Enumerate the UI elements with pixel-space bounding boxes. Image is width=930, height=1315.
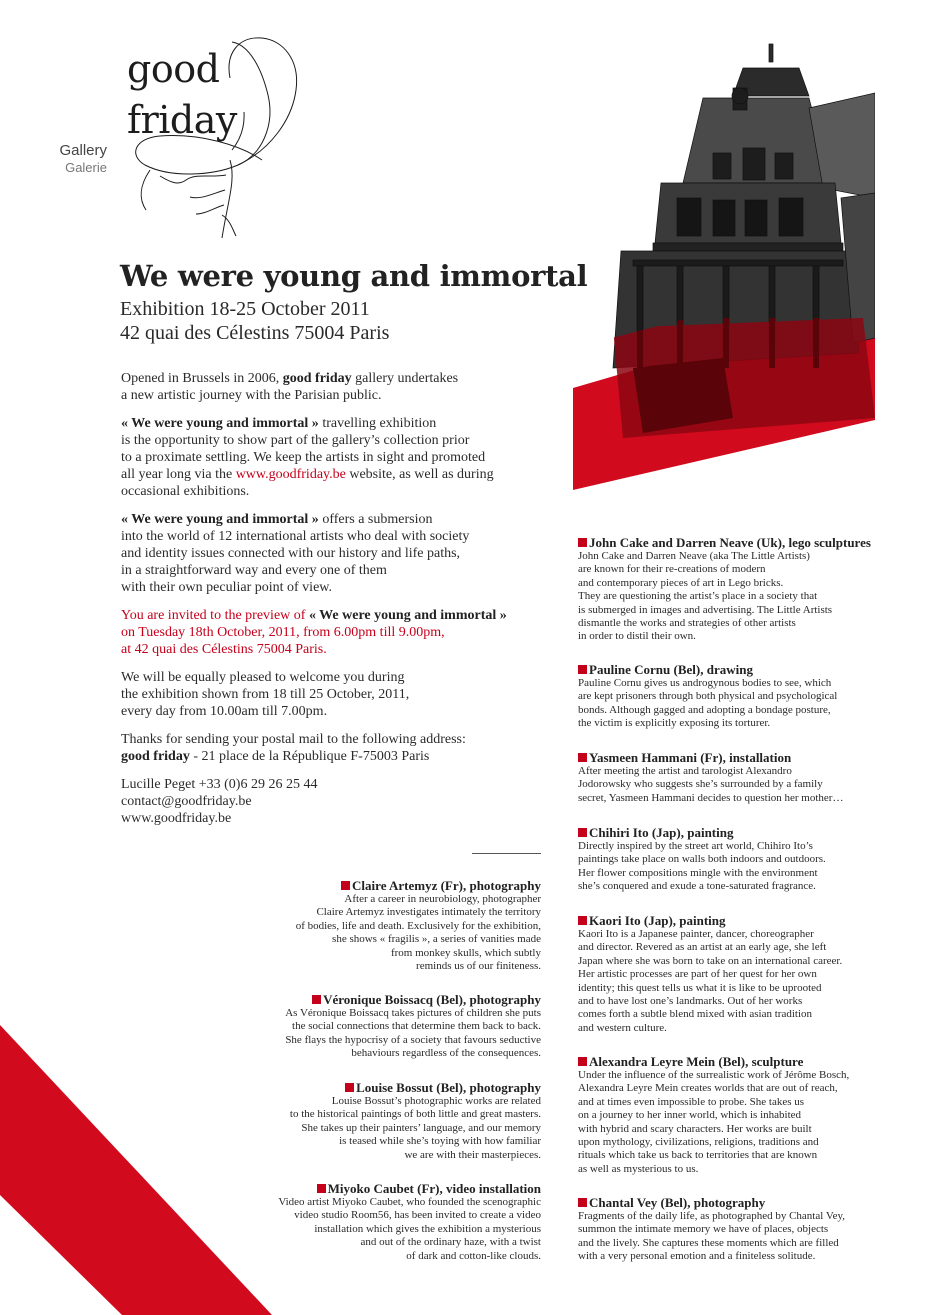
- house-illustration: [573, 38, 875, 490]
- artist-description: Under the influence of the surrealistic work of Jérôme Bosch, Alexandra Leyre Mein creates worlds that are out of reach, and at times even impossible to probe. She takes us on a journey to her inner world, which is inhabited with hybrid and scary characters. Her works are built upon mythology, civilizations, religions, traditions and rituals which take us back to territories that are known as well as mysterious to us.: [578, 1069, 850, 1175]
- artist-name: Chantal Vey (Bel), photography: [589, 1195, 766, 1210]
- artist-description: After meeting the artist and tarologist Alexandro Jodorowsky who suggests she’s surrounded by a family secret, Yasmeen Hammani decides to question her mother…: [578, 765, 844, 804]
- red-square-icon: [312, 995, 321, 1004]
- artist-description: As Véronique Boissacq takes pictures of children she puts the social connections that determine them back to back. She flays the hypocrisy of a society that favours seductive behaviours regardless of the consequences.: [285, 1007, 541, 1060]
- gallery-logo: [0, 0, 320, 250]
- red-square-icon: [578, 753, 587, 762]
- red-square-icon: [578, 828, 587, 837]
- subtitle-dates: Exhibition 18-25 October 2011: [120, 298, 370, 320]
- artist-name: Louise Bossut (Bel), photography: [356, 1080, 541, 1095]
- red-square-icon: [345, 1083, 354, 1092]
- artist-description: Louise Bossut’s photographic works are related to the historical paintings of both little and great masters. She takes up their painters’ language, and our memory is teased while she’s toying with how familiar we are with their masterpieces.: [289, 1095, 541, 1161]
- postal-address: Thanks for sending your postal mail to the following address: good friday - 21 place de la République F-75003 Paris: [121, 732, 466, 764]
- intro-paragraph-3: « We were young and immortal » offers a submersion into the world of 12 international artists who deal with society and identity issues connected with our history and life paths, in a straightforward way and every one of them with their own peculiar point of view.: [121, 512, 470, 595]
- contact-email[interactable]: contact@goodfriday.be: [121, 794, 252, 809]
- artist-description: After a career in neurobiology, photographer Claire Artemyz investigates intimately the territory of bodies, life and death. Exclusively for the exhibition, she shows « fragilis », a series of vanities made from monkey skulls, which subtly reminds us of our finiteness.: [295, 893, 541, 973]
- website-link[interactable]: www.goodfriday.be: [235, 467, 346, 482]
- intro-paragraph-2: « We were young and immortal » travelling exhibition is the opportunity to show part of the gallery’s collection prior to a proximate settling. We keep the artists in sight and promoted all year long via the www.goodfriday.be website, as well as during occasional exhibitions.: [121, 416, 494, 499]
- artist-entry: [578, 913, 842, 1035]
- artist-name: John Cake and Darren Neave (Uk), lego sculptures: [589, 535, 871, 550]
- artist-entry: [285, 992, 541, 1061]
- artist-entry: [578, 535, 871, 644]
- artist-entry: [578, 1054, 849, 1176]
- artist-name: Claire Artemyz (Fr), photography: [352, 878, 541, 893]
- contact-website[interactable]: www.goodfriday.be: [121, 811, 232, 826]
- artist-entry: [578, 1195, 845, 1264]
- artist-description: Video artist Miyoko Caubet, who founded the scenographic video studio Room56, has been invited to create a video installation which gives the exhibition a mysterious and out of the ordinary haze, with a twist of dark and cotton-like clouds.: [278, 1196, 541, 1262]
- red-square-icon: [578, 1198, 587, 1207]
- artist-name: Pauline Cornu (Bel), drawing: [589, 662, 753, 677]
- subtitle-address: 42 quai des Célestins 75004 Paris: [120, 322, 390, 344]
- artist-description: Fragments of the daily life, as photographed by Chantal Vey, summon the intimate memory we have of places, objects and the lively. She captures these moments which are filled with a very personal emotion and a finiteless solitude.: [578, 1210, 845, 1263]
- logo-word-friday: friday: [127, 98, 237, 142]
- gallery-label-en: Gallery: [59, 142, 107, 159]
- gallery-label-fr: Galerie: [65, 160, 107, 175]
- divider: [472, 853, 541, 854]
- artist-name: Kaori Ito (Jap), painting: [589, 913, 726, 928]
- contact-phone: Lucille Peget +33 (0)6 29 26 25 44: [121, 777, 318, 792]
- artist-name: Véronique Boissacq (Bel), photography: [323, 992, 541, 1007]
- contact-info: [121, 776, 561, 827]
- artist-entry: [278, 1181, 541, 1263]
- artist-entry: [578, 825, 826, 894]
- intro-paragraph-1: Opened in Brussels in 2006, good friday gallery undertakes a new artistic journey with the Parisian public.: [121, 371, 459, 403]
- artist-entry: [296, 878, 541, 973]
- artist-description: Pauline Cornu gives us androgynous bodies to see, which are kept prisoners through both physical and psychological bonds. Although gagged and adopting a bondage posture, the victim is explicitly exposing its torturer.: [578, 677, 838, 730]
- welcome-paragraph: We will be equally pleased to welcome you during the exhibition shown from 18 till 25 October, 2011, every day from 10.00am till 7.00pm.: [121, 670, 410, 719]
- artist-name: Alexandra Leyre Mein (Bel), sculpture: [589, 1054, 804, 1069]
- red-square-icon: [341, 881, 350, 890]
- artist-description: Kaori Ito is a Japanese painter, dancer, choreographer and director. Revered as an artist at an early age, she left Japan where she was born to take on an international career. Her artistic processes are part of her quest for her own identity; this quest tells us what it is like to be uprooted and to have lost one’s landmarks. Out of her works comes forth a subtle blend mixed with asian tradition and western culture.: [578, 928, 843, 1034]
- red-square-icon: [578, 916, 587, 925]
- artist-entry: [578, 750, 843, 805]
- red-square-icon: [578, 538, 587, 547]
- gallery-name: good friday: [282, 371, 352, 386]
- artist-entry: [290, 1080, 541, 1162]
- logo-word-good: good: [127, 47, 220, 91]
- red-square-icon: [317, 1184, 326, 1193]
- red-square-icon: [578, 665, 587, 674]
- artist-name: Yasmeen Hammani (Fr), installation: [589, 750, 792, 765]
- preview-invitation: You are invited to the preview of « We were young and immortal » on Tuesday 18th October, 2011, from 6.00pm till 9.00pm, at 42 quai des Célestins 75004 Paris.: [121, 608, 507, 657]
- artist-description: Directly inspired by the street art world, Chihiro Ito’s paintings take place on walls both indoors and outdoors. Her flower compositions mingle with the environment she’s conquered and exude a tone-saturated fragrance.: [578, 840, 826, 893]
- exhibition-subtitle: [120, 297, 389, 345]
- artist-name: Miyoko Caubet (Fr), video installation: [327, 1181, 541, 1196]
- intro-text: [121, 370, 561, 838]
- red-square-icon: [578, 1057, 587, 1066]
- artist-description: John Cake and Darren Neave (aka The Little Artists) are known for their re-creations of modern and contemporary pieces of art in Lego bricks. They are questioning the artist’s place in a society that is submerged in images and advertising. The Little Artists dismantle the works and strategies of other artists in order to distil their own.: [578, 550, 833, 643]
- page-title: We were young and immortal: [120, 259, 588, 293]
- artist-entry: [578, 662, 837, 731]
- artist-name: Chihiri Ito (Jap), painting: [589, 825, 734, 840]
